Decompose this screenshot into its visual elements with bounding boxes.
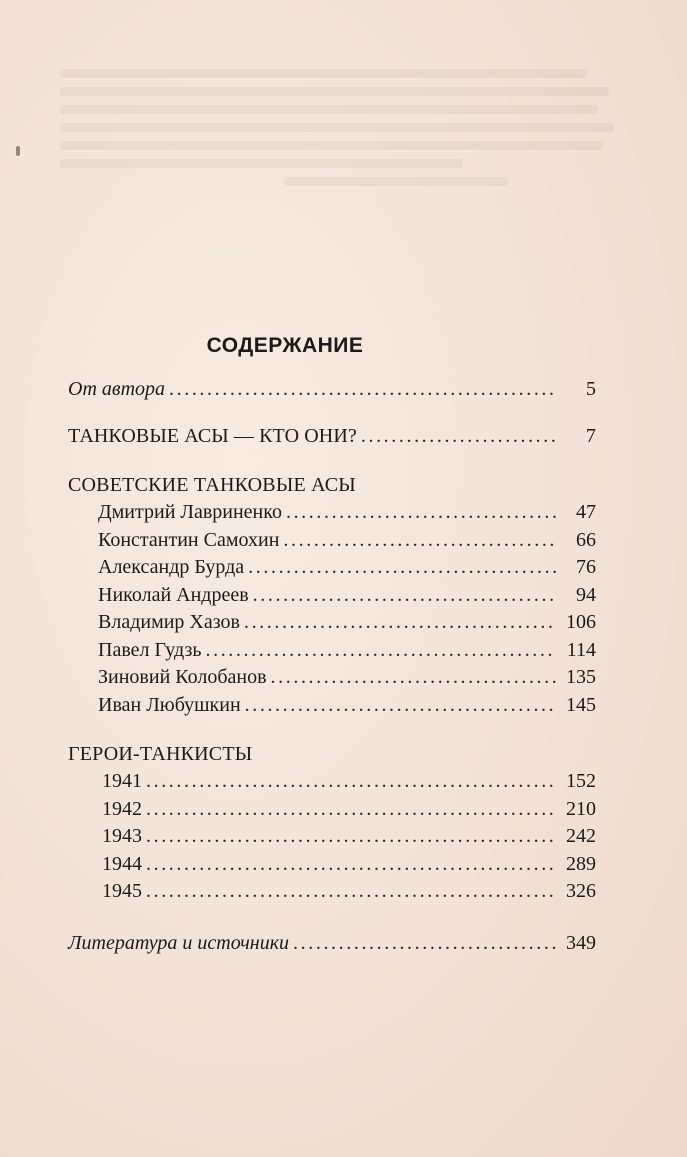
toc-entry-label: 1945	[102, 880, 142, 902]
dot-leader	[146, 851, 556, 879]
dot-leader	[206, 637, 557, 665]
toc-entry-chapter[interactable]	[68, 423, 596, 451]
toc-entry[interactable]	[68, 796, 596, 824]
toc-page-number: 326	[566, 880, 596, 902]
toc-page-number: 210	[566, 797, 596, 820]
toc-entry[interactable]	[68, 527, 596, 555]
dot-leader	[245, 692, 556, 720]
toc-entry-literature[interactable]	[68, 930, 596, 958]
toc-entry[interactable]	[68, 823, 596, 851]
dot-leader	[146, 796, 556, 824]
toc-entry-label: Николай Андреев	[98, 583, 249, 606]
toc-page-number: 242	[566, 825, 596, 847]
dot-leader	[146, 878, 556, 906]
page-title: СОДЕРЖАНИЕ	[206, 334, 364, 357]
dot-leader	[146, 768, 556, 796]
toc-entry-label: Зиновий Колобанов	[98, 666, 267, 688]
dot-leader	[361, 423, 556, 451]
dot-leader	[169, 376, 556, 404]
dot-leader	[253, 582, 556, 610]
toc-entry[interactable]	[68, 878, 596, 906]
dot-leader	[271, 664, 556, 692]
toc-page-number: 66	[576, 528, 596, 551]
toc-page-number: 5	[586, 378, 596, 400]
toc-entry[interactable]	[68, 499, 596, 527]
toc-entry-label: 1941	[102, 770, 142, 792]
toc-entry-label: 1943	[102, 825, 142, 847]
toc-entry-intro[interactable]	[68, 376, 596, 404]
toc-page-number: 7	[585, 424, 596, 447]
toc-entry-label: 1942	[102, 797, 142, 820]
toc-page-number: 114	[566, 638, 596, 661]
dot-leader	[146, 823, 556, 851]
dot-leader	[286, 499, 556, 527]
show-through-text	[60, 60, 620, 320]
toc-entry-label: Александр Бурда	[98, 556, 245, 578]
toc-entry-label: 1944	[102, 852, 142, 875]
toc-entry-label: ТАНКОВЫЕ АСЫ — КТО ОНИ?	[68, 424, 357, 447]
toc-page-number: 106	[566, 611, 596, 633]
dot-leader	[244, 609, 556, 637]
toc-page-number: 152	[566, 770, 596, 792]
toc-entry[interactable]	[68, 637, 596, 665]
toc-entry-label: От автора	[68, 378, 166, 400]
toc-section-title: СОВЕТСКИЕ ТАНКОВЫЕ АСЫ	[68, 474, 356, 496]
dot-leader	[248, 554, 556, 582]
toc-entry-label: Литература и источники	[68, 931, 290, 954]
toc-entry-label: Иван Любушкин	[98, 693, 241, 716]
toc-entry-label: Павел Гудзь	[98, 638, 202, 661]
toc-page-number: 47	[576, 501, 596, 523]
toc-page-number: 94	[576, 583, 596, 606]
toc-page-number: 349	[566, 931, 596, 954]
toc-entry[interactable]	[68, 851, 596, 879]
toc-page-number: 145	[566, 693, 596, 716]
toc-entry-label: Владимир Хазов	[98, 611, 240, 633]
toc-entry[interactable]	[68, 692, 596, 720]
table-of-contents	[68, 376, 596, 957]
toc-page-number: 289	[566, 852, 596, 875]
toc-entry[interactable]	[68, 582, 596, 610]
toc-entry[interactable]	[68, 554, 596, 582]
dot-leader	[283, 527, 556, 555]
toc-entry-label: Дмитрий Лавриненко	[98, 501, 282, 523]
toc-entry[interactable]	[68, 664, 596, 692]
toc-entry[interactable]	[68, 768, 596, 796]
dot-leader	[293, 930, 556, 958]
toc-entry[interactable]	[68, 609, 596, 637]
ink-speck	[16, 146, 20, 156]
toc-page-number: 76	[576, 556, 596, 578]
toc-section-title: ГЕРОИ-ТАНКИСТЫ	[68, 743, 253, 765]
toc-page-number: 135	[566, 666, 596, 688]
toc-entry-label: Константин Самохин	[98, 528, 280, 551]
